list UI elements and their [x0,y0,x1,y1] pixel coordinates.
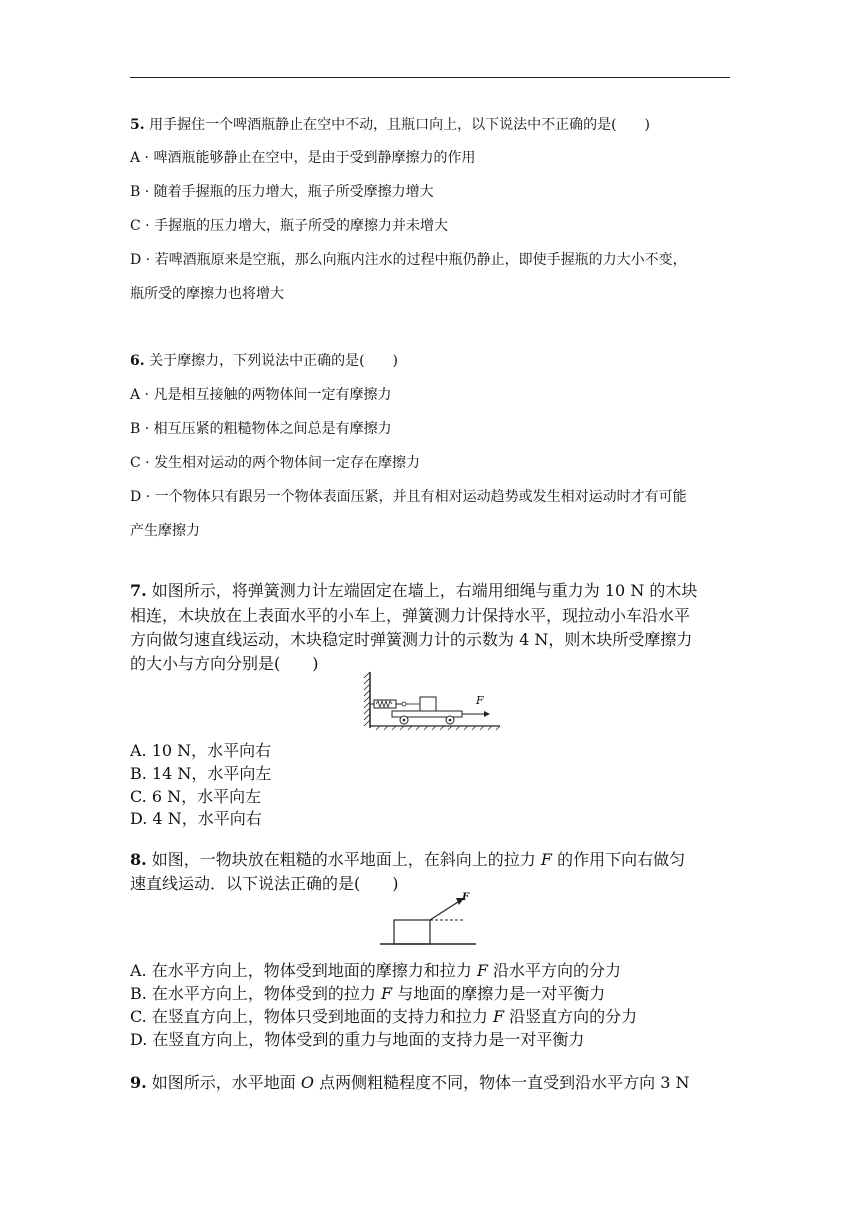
q7-number: 7. [130,581,147,600]
q6-option-a: A · 凡是相互接触的两物体间一定有摩擦力 [130,387,392,403]
q9-stem [130,1070,730,1093]
q8-stem-text-1b: 的作用下向右做匀 [552,850,686,869]
q5-number: 5. [130,117,145,133]
q8-number: 8. [130,850,147,869]
header-rule [130,77,730,78]
q7-option-d: D. 4 N，水平向右 [130,809,262,828]
q9-stem-var-o: O [300,1073,315,1092]
q8-option-b [130,981,730,1004]
q5-stem [130,114,730,134]
q5-option-d-cont: 瓶所受的摩擦力也将增大 [130,286,284,302]
q6-stem [130,350,730,370]
q7-figure-force-label: F [476,694,484,707]
q8-option-c-var: F [492,1007,505,1026]
q6-option-c: C · 发生相对运动的两个物体间一定存在摩擦力 [130,455,421,471]
q8-option-c-text: C. 在竖直方向上，物体只受到地面的支持力和拉力 [130,1007,493,1026]
q7-option-b: B. 14 N，水平向左 [130,764,272,783]
q8-option-d [130,1027,730,1050]
q7-stem-line-4: 的大小与方向分别是( ) [130,654,319,673]
q5-option-d: D · 若啤酒瓶原来是空瓶，那么向瓶内注水的过程中瓶仍静止，即使手握瓶的力大小不变， [130,252,687,268]
q5-option-c: C · 手握瓶的压力增大，瓶子所受的摩擦力并未增大 [130,218,449,234]
q6-option-d: D · 一个物体只有跟另一个物体表面压紧，并且有相对运动趋势或发生相对运动时才有可能 [130,489,687,505]
q7-option-a: A. 10 N，水平向右 [130,741,272,760]
q8-figure-force-label: F [462,892,470,903]
q9-stem-text-b: 点两侧粗糙程度不同，物体一直受到沿水平方向 3 N [314,1073,690,1092]
q8-option-d-text: D. 在竖直方向上，物体受到的重力与地面的支持力是一对平衡力 [130,1030,585,1049]
q8-option-c-text-b: 沿竖直方向的分力 [504,1007,638,1026]
q5-option-a: A · 啤酒瓶能够静止在空中，是由于受到静摩擦力的作用 [130,150,476,166]
q8-stem-line-2: 速直线运动．以下说法正确的是( ) [130,874,399,893]
q8-option-b-text-b: 与地面的摩擦力是一对平衡力 [392,984,606,1003]
q8-option-a-var: F [476,961,488,980]
q8-option-b-var: F [381,984,393,1003]
q8-stem-text-1a: 如图，一物块放在粗糙的水平地面上，在斜向上的拉力 [146,850,541,869]
q7-option-c: C. 6 N，水平向左 [130,787,262,806]
q5-stem-text: 用手握住一个啤酒瓶静止在空中不动，且瓶口向上，以下说法中不正确的是( ) [144,117,650,133]
q7-figure-spring-cart [362,670,502,734]
q8-option-a-text-b: 沿水平方向的分力 [487,961,622,980]
q8-option-b-text: B. 在水平方向上，物体受到的拉力 [130,984,382,1003]
q8-stem-line-1 [130,847,730,870]
q5-option-b: B · 随着手握瓶的压力增大，瓶子所受摩擦力增大 [130,184,434,200]
q8-figure-block-force [376,892,486,952]
q6-option-d-cont: 产生摩擦力 [130,523,200,539]
q8-stem-var-f: F [540,850,552,869]
q9-number: 9. [130,1073,147,1092]
q9-stem-text-a: 如图所示，水平地面 [146,1073,301,1092]
q6-option-b: B · 相互压紧的粗糙物体之间总是有摩擦力 [130,421,392,437]
q7-stem-text-1: 如图所示，将弹簧测力计左端固定在墙上，右端用细绳与重力为 10 N 的木块 [146,581,698,600]
q6-stem-text: 关于摩擦力，下列说法中正确的是( ) [144,353,398,369]
q7-stem-line-3: 方向做匀速直线运动，木块稳定时弹簧测力计的示数为 4 N，则木块所受摩擦力 [130,630,693,649]
q8-option-a [130,958,730,981]
q6-number: 6. [130,353,145,369]
q8-option-c [130,1004,730,1027]
q7-stem-line-2: 相连，木块放在上表面水平的小车上，弹簧测力计保持水平，现拉动小车沿水平 [130,606,691,625]
q8-option-a-text: A. 在水平方向上，物体受到地面的摩擦力和拉力 [130,961,477,980]
q7-stem-line-1 [130,578,730,601]
